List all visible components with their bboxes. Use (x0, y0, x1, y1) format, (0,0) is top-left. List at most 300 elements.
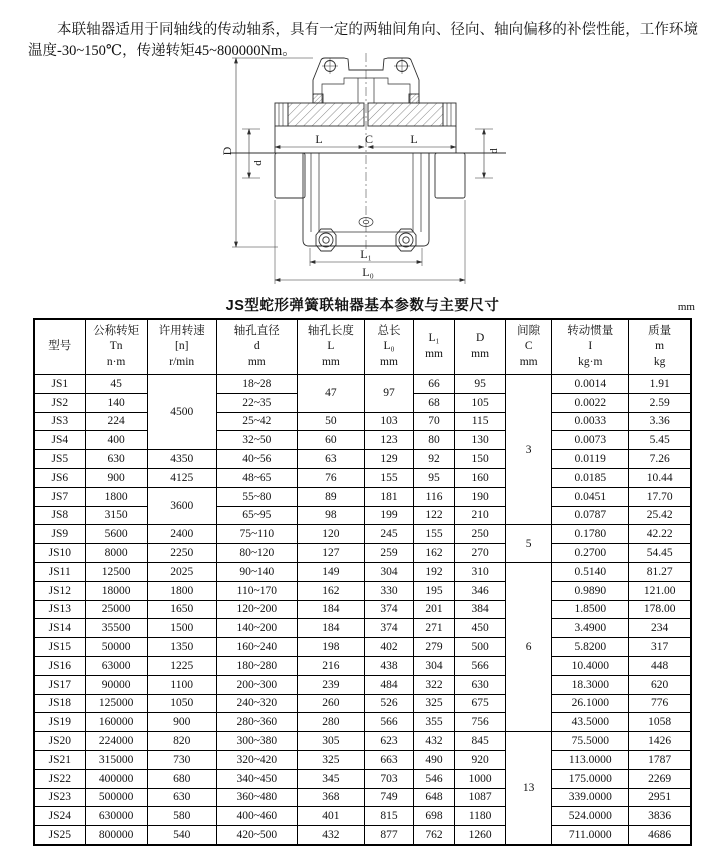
cell-total-length: 703 (364, 769, 413, 788)
cell-outer-diameter: 105 (455, 393, 506, 412)
cell-outer-diameter: 675 (455, 694, 506, 713)
cell-inertia: 711.0000 (552, 826, 629, 845)
dim-label-L0: L₀ (362, 265, 374, 279)
cell-speed: 1225 (147, 656, 216, 675)
cell-outer-diameter: 150 (455, 450, 506, 469)
cell-torque: 800000 (85, 826, 147, 845)
cell-bore-diameter: 400~460 (216, 807, 297, 826)
cell-l1: 155 (414, 525, 455, 544)
cell-outer-diameter: 115 (455, 412, 506, 431)
seal-right (409, 94, 419, 103)
cell-total-length: 129 (364, 450, 413, 469)
cell-outer-diameter: 450 (455, 619, 506, 638)
table-row (34, 412, 691, 431)
cell-inertia: 1.8500 (552, 600, 629, 619)
cell-inertia: 75.5000 (552, 732, 629, 751)
cell-mass: 17.70 (629, 487, 691, 506)
cell-bore-diameter: 180~280 (216, 656, 297, 675)
cell-bore-length: 216 (297, 656, 364, 675)
cell-mass: 2.59 (629, 393, 691, 412)
cell-bore-length: 47 (297, 375, 364, 413)
cell-bore-length: 305 (297, 732, 364, 751)
cell-l1: 304 (414, 656, 455, 675)
cell-bore-length: 345 (297, 769, 364, 788)
seal-left (313, 94, 323, 103)
cell-inertia: 26.1000 (552, 694, 629, 713)
cell-speed: 2025 (147, 562, 216, 581)
intro-paragraph: 本联轴器适用于同轴线的传动轴系，具有一定的两轴间角向、径向、轴向偏移的补偿性能，工作环境温度-30~150℃，传递转矩45~800000Nm。 (28, 21, 698, 59)
cell-mass: 178.00 (629, 600, 691, 619)
cell-total-length: 199 (364, 506, 413, 525)
cell-l1: 279 (414, 638, 455, 657)
table-row (34, 375, 691, 394)
cell-inertia: 0.9890 (552, 581, 629, 600)
cell-bore-length: 325 (297, 750, 364, 769)
cell-speed: 580 (147, 807, 216, 826)
cell-bore-length: 50 (297, 412, 364, 431)
cell-mass: 4686 (629, 826, 691, 845)
cell-mass: 317 (629, 638, 691, 657)
cell-inertia: 0.0033 (552, 412, 629, 431)
cell-l1: 546 (414, 769, 455, 788)
cell-inertia: 0.0119 (552, 450, 629, 469)
cell-inertia: 43.5000 (552, 713, 629, 732)
cell-l1: 325 (414, 694, 455, 713)
cell-model: JS1 (34, 375, 85, 394)
cell-bore-length: 60 (297, 431, 364, 450)
cell-torque: 630000 (85, 807, 147, 826)
cell-speed: 4350 (147, 450, 216, 469)
cell-bore-diameter: 420~500 (216, 826, 297, 845)
table-row (34, 807, 691, 826)
table-row (34, 544, 691, 563)
cell-l1: 432 (414, 732, 455, 751)
cell-torque: 3150 (85, 506, 147, 525)
cell-bore-diameter: 90~140 (216, 562, 297, 581)
table-header (34, 319, 691, 375)
cell-model: JS8 (34, 506, 85, 525)
cell-mass: 1787 (629, 750, 691, 769)
cell-bore-length: 149 (297, 562, 364, 581)
cell-model: JS14 (34, 619, 85, 638)
cell-speed: 2400 (147, 525, 216, 544)
cell-gap-c: 6 (506, 562, 552, 731)
cell-bore-diameter: 200~300 (216, 675, 297, 694)
cell-mass: 81.27 (629, 562, 691, 581)
flange-left (288, 103, 364, 126)
cell-speed: 1350 (147, 638, 216, 657)
cell-torque: 500000 (85, 788, 147, 807)
cell-bore-diameter: 55~80 (216, 487, 297, 506)
table-body (34, 375, 691, 845)
dim-label-L1: L₁ (360, 247, 372, 261)
cell-bore-diameter: 22~35 (216, 393, 297, 412)
cell-inertia: 0.0073 (552, 431, 629, 450)
table-row (34, 732, 691, 751)
cell-total-length: 877 (364, 826, 413, 845)
cell-torque: 140 (85, 393, 147, 412)
table-row (34, 581, 691, 600)
flange-right (368, 103, 443, 126)
cell-bore-length: 260 (297, 694, 364, 713)
cell-torque: 90000 (85, 675, 147, 694)
cell-model: JS11 (34, 562, 85, 581)
cell-torque: 224000 (85, 732, 147, 751)
table-row (34, 656, 691, 675)
cell-l1: 355 (414, 713, 455, 732)
table-unit-note: mm (677, 301, 695, 313)
cell-mass: 448 (629, 656, 691, 675)
cell-inertia: 0.0185 (552, 468, 629, 487)
cell-bore-length: 401 (297, 807, 364, 826)
cell-model: JS21 (34, 750, 85, 769)
dim-label-d-left: d (252, 160, 264, 166)
cell-model: JS3 (34, 412, 85, 431)
cell-total-length: 374 (364, 600, 413, 619)
cell-l1: 116 (414, 487, 455, 506)
cell-torque: 25000 (85, 600, 147, 619)
cell-outer-diameter: 160 (455, 468, 506, 487)
cell-mass: 42.22 (629, 525, 691, 544)
cell-total-length: 749 (364, 788, 413, 807)
dim-label-C: C (364, 132, 374, 146)
dim-label-L-right: L (410, 132, 418, 146)
cell-inertia: 0.0014 (552, 375, 629, 394)
table-row (34, 769, 691, 788)
cell-l1: 192 (414, 562, 455, 581)
cell-gap-c: 13 (506, 732, 552, 845)
cell-inertia: 0.1780 (552, 525, 629, 544)
cell-torque: 50000 (85, 638, 147, 657)
cell-l1: 122 (414, 506, 455, 525)
cell-bore-length: 98 (297, 506, 364, 525)
cell-total-length: 97 (364, 375, 413, 413)
cell-bore-diameter: 160~240 (216, 638, 297, 657)
cell-model: JS25 (34, 826, 85, 845)
table-row (34, 619, 691, 638)
cell-total-length: 304 (364, 562, 413, 581)
table-row (34, 600, 691, 619)
cell-inertia: 10.4000 (552, 656, 629, 675)
cell-model: JS23 (34, 788, 85, 807)
cell-mass: 1426 (629, 732, 691, 751)
cell-l1: 92 (414, 450, 455, 469)
cell-bore-length: 76 (297, 468, 364, 487)
cell-model: JS13 (34, 600, 85, 619)
cell-speed: 1500 (147, 619, 216, 638)
cell-model: JS15 (34, 638, 85, 657)
cell-l1: 322 (414, 675, 455, 694)
cell-bore-length: 432 (297, 826, 364, 845)
cell-total-length: 402 (364, 638, 413, 657)
cell-l1: 66 (414, 375, 455, 394)
cell-bore-diameter: 48~65 (216, 468, 297, 487)
cell-speed: 1800 (147, 581, 216, 600)
cell-total-length: 155 (364, 468, 413, 487)
cell-mass: 3836 (629, 807, 691, 826)
cell-torque: 900 (85, 468, 147, 487)
table-row (34, 826, 691, 845)
cell-mass: 3.36 (629, 412, 691, 431)
cell-torque: 1800 (85, 487, 147, 506)
cell-bore-diameter: 300~380 (216, 732, 297, 751)
cell-mass: 25.42 (629, 506, 691, 525)
cell-outer-diameter: 130 (455, 431, 506, 450)
cell-model: JS16 (34, 656, 85, 675)
cell-bore-diameter: 32~50 (216, 431, 297, 450)
cell-model: JS5 (34, 450, 85, 469)
cell-outer-diameter: 250 (455, 525, 506, 544)
coupling-drawing (218, 50, 518, 293)
cell-bore-length: 184 (297, 619, 364, 638)
cell-model: JS4 (34, 431, 85, 450)
table-row (34, 487, 691, 506)
end-ring-right (443, 103, 456, 126)
col-header-l1: L₁ mm (414, 319, 455, 375)
cell-model: JS17 (34, 675, 85, 694)
cell-inertia: 175.0000 (552, 769, 629, 788)
cell-model: JS9 (34, 525, 85, 544)
cell-total-length: 526 (364, 694, 413, 713)
cell-l1: 698 (414, 807, 455, 826)
cell-l1: 762 (414, 826, 455, 845)
cell-torque: 400 (85, 431, 147, 450)
cell-model: JS7 (34, 487, 85, 506)
cell-torque: 5600 (85, 525, 147, 544)
cell-bore-diameter: 65~95 (216, 506, 297, 525)
cell-speed: 4500 (147, 375, 216, 450)
cell-gap-c: 3 (506, 375, 552, 525)
cell-outer-diameter: 500 (455, 638, 506, 657)
cell-l1: 271 (414, 619, 455, 638)
cell-torque: 35500 (85, 619, 147, 638)
cell-bore-diameter: 320~420 (216, 750, 297, 769)
table-row (34, 525, 691, 544)
col-header-gap-c: 间隙 C mm (506, 319, 552, 375)
cell-bore-diameter: 80~120 (216, 544, 297, 563)
cell-torque: 8000 (85, 544, 147, 563)
cell-bore-length: 198 (297, 638, 364, 657)
table-row (34, 450, 691, 469)
col-header-mass: 质量 m kg (629, 319, 691, 375)
cell-bore-length: 280 (297, 713, 364, 732)
table-row (34, 675, 691, 694)
col-header-model: 型号 (34, 319, 85, 375)
cell-total-length: 815 (364, 807, 413, 826)
cell-bore-diameter: 120~200 (216, 600, 297, 619)
cell-gap-c: 5 (506, 525, 552, 563)
cell-mass: 5.45 (629, 431, 691, 450)
cell-outer-diameter: 1000 (455, 769, 506, 788)
cell-speed: 680 (147, 769, 216, 788)
cell-model: JS20 (34, 732, 85, 751)
cell-torque: 125000 (85, 694, 147, 713)
table-row (34, 694, 691, 713)
cell-model: JS24 (34, 807, 85, 826)
cell-bore-length: 89 (297, 487, 364, 506)
cell-model: JS22 (34, 769, 85, 788)
dimension-labels (220, 132, 500, 279)
col-header-inertia: 转动惯量 I kg·m (552, 319, 629, 375)
cell-total-length: 259 (364, 544, 413, 563)
cell-speed: 1650 (147, 600, 216, 619)
cell-torque: 315000 (85, 750, 147, 769)
cell-mass: 10.44 (629, 468, 691, 487)
cell-l1: 648 (414, 788, 455, 807)
cell-speed: 540 (147, 826, 216, 845)
table-title: JS型蛇形弹簧联轴器基本参数与主要尺寸 (225, 298, 500, 314)
cell-mass: 54.45 (629, 544, 691, 563)
cell-bore-length: 239 (297, 675, 364, 694)
cell-mass: 2269 (629, 769, 691, 788)
cell-speed: 4125 (147, 468, 216, 487)
cell-model: JS6 (34, 468, 85, 487)
cell-torque: 400000 (85, 769, 147, 788)
cell-l1: 201 (414, 600, 455, 619)
cell-mass: 1058 (629, 713, 691, 732)
hub-right (435, 153, 465, 198)
cell-model: JS12 (34, 581, 85, 600)
dim-label-d-right: d (488, 148, 500, 154)
cell-bore-diameter: 75~110 (216, 525, 297, 544)
cell-outer-diameter: 1180 (455, 807, 506, 826)
cell-outer-diameter: 310 (455, 562, 506, 581)
cell-mass: 620 (629, 675, 691, 694)
cell-total-length: 181 (364, 487, 413, 506)
dim-label-D: D (220, 146, 234, 156)
cell-speed: 2250 (147, 544, 216, 563)
col-header-speed: 许用转速 [n] r/min (147, 319, 216, 375)
table-row (34, 506, 691, 525)
cell-total-length: 438 (364, 656, 413, 675)
cell-torque: 224 (85, 412, 147, 431)
cell-l1: 195 (414, 581, 455, 600)
cell-inertia: 0.0787 (552, 506, 629, 525)
cell-inertia: 0.5140 (552, 562, 629, 581)
cell-bore-length: 184 (297, 600, 364, 619)
cell-l1: 162 (414, 544, 455, 563)
cell-outer-diameter: 210 (455, 506, 506, 525)
cell-outer-diameter: 346 (455, 581, 506, 600)
cell-bore-diameter: 110~170 (216, 581, 297, 600)
cell-torque: 18000 (85, 581, 147, 600)
cell-speed: 1050 (147, 694, 216, 713)
cell-total-length: 330 (364, 581, 413, 600)
cell-bore-diameter: 25~42 (216, 412, 297, 431)
cell-outer-diameter: 756 (455, 713, 506, 732)
cell-speed: 1100 (147, 675, 216, 694)
cell-total-length: 103 (364, 412, 413, 431)
top-cover-outline (313, 58, 419, 103)
cell-total-length: 484 (364, 675, 413, 694)
cell-l1: 490 (414, 750, 455, 769)
table-row (34, 750, 691, 769)
cell-inertia: 18.3000 (552, 675, 629, 694)
cell-outer-diameter: 95 (455, 375, 506, 394)
cell-outer-diameter: 566 (455, 656, 506, 675)
cell-mass: 1.91 (629, 375, 691, 394)
col-header-bore-diameter: 轴孔直径 d mm (216, 319, 297, 375)
cell-outer-diameter: 920 (455, 750, 506, 769)
cell-outer-diameter: 384 (455, 600, 506, 619)
cell-model: JS10 (34, 544, 85, 563)
cell-total-length: 663 (364, 750, 413, 769)
cell-speed: 820 (147, 732, 216, 751)
cell-l1: 80 (414, 431, 455, 450)
table-row (34, 713, 691, 732)
cell-bore-diameter: 280~360 (216, 713, 297, 732)
cell-bore-length: 127 (297, 544, 364, 563)
hub-left (275, 153, 305, 198)
cell-inertia: 5.8200 (552, 638, 629, 657)
dim-label-L-left: L (315, 132, 323, 146)
cell-outer-diameter: 270 (455, 544, 506, 563)
cell-bore-diameter: 18~28 (216, 375, 297, 394)
cell-bore-length: 120 (297, 525, 364, 544)
cell-bore-diameter: 40~56 (216, 450, 297, 469)
cell-total-length: 374 (364, 619, 413, 638)
cell-inertia: 113.0000 (552, 750, 629, 769)
end-ring-left (275, 103, 288, 126)
cell-model: JS19 (34, 713, 85, 732)
cell-total-length: 245 (364, 525, 413, 544)
cell-outer-diameter: 845 (455, 732, 506, 751)
col-header-bore-length: 轴孔长度 L mm (297, 319, 364, 375)
cell-outer-diameter: 1260 (455, 826, 506, 845)
cell-total-length: 623 (364, 732, 413, 751)
cell-outer-diameter: 630 (455, 675, 506, 694)
col-header-outer-diameter: D mm (455, 319, 506, 375)
cell-l1: 68 (414, 393, 455, 412)
cell-mass: 7.26 (629, 450, 691, 469)
cell-inertia: 339.0000 (552, 788, 629, 807)
cell-model: JS18 (34, 694, 85, 713)
cell-bore-diameter: 140~200 (216, 619, 297, 638)
cell-outer-diameter: 190 (455, 487, 506, 506)
table-row (34, 468, 691, 487)
cell-inertia: 3.4900 (552, 619, 629, 638)
cell-mass: 234 (629, 619, 691, 638)
cell-bore-length: 368 (297, 788, 364, 807)
cell-mass: 2951 (629, 788, 691, 807)
cell-mass: 776 (629, 694, 691, 713)
cell-total-length: 566 (364, 713, 413, 732)
parameters-table (33, 318, 692, 846)
cell-inertia: 0.2700 (552, 544, 629, 563)
table-row (34, 431, 691, 450)
cell-inertia: 0.0451 (552, 487, 629, 506)
table-row (34, 788, 691, 807)
cell-model: JS2 (34, 393, 85, 412)
cell-mass: 121.00 (629, 581, 691, 600)
cell-torque: 63000 (85, 656, 147, 675)
col-header-total-length: 总长 L₀ mm (364, 319, 413, 375)
cell-speed: 900 (147, 713, 216, 732)
cell-bore-diameter: 360~480 (216, 788, 297, 807)
cell-torque: 45 (85, 375, 147, 394)
cell-bore-length: 162 (297, 581, 364, 600)
cell-l1: 95 (414, 468, 455, 487)
cell-bore-length: 63 (297, 450, 364, 469)
cell-torque: 630 (85, 450, 147, 469)
cell-total-length: 123 (364, 431, 413, 450)
cell-l1: 70 (414, 412, 455, 431)
cell-torque: 160000 (85, 713, 147, 732)
col-header-torque: 公称转矩 Tn n·m (85, 319, 147, 375)
cell-speed: 3600 (147, 487, 216, 525)
cell-bore-diameter: 340~450 (216, 769, 297, 788)
cell-bore-diameter: 240~320 (216, 694, 297, 713)
